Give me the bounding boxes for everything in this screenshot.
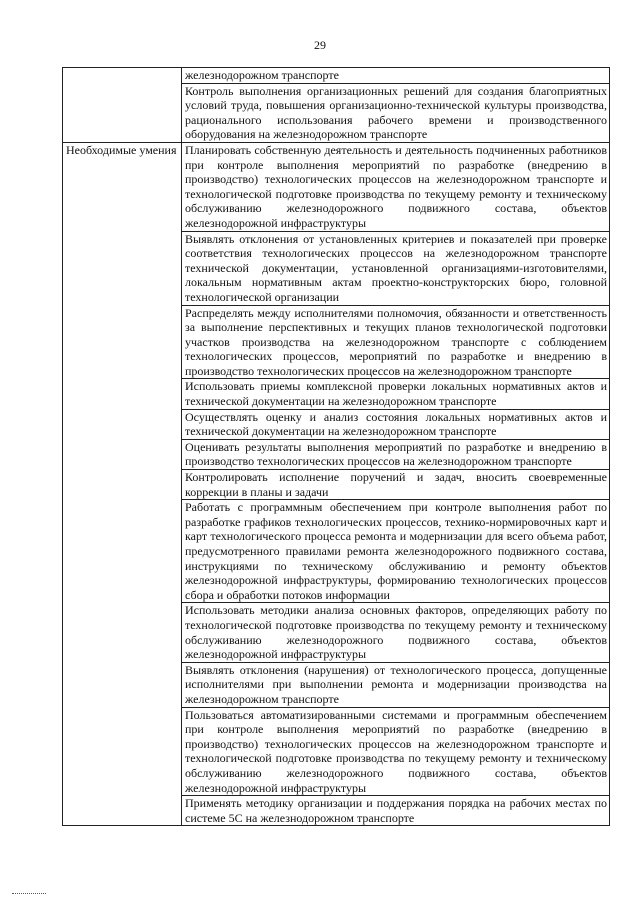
footer-divider <box>12 893 46 894</box>
table-row <box>63 142 610 231</box>
previous-section-label <box>63 68 182 143</box>
table-cell: Работать с программным обеспечением при контроле выполнения работ по разработке графиков технологических процессов, технико-нормировочных карт и карт технологического процесса ремонта и модернизации для всего объема работ, предусмотренного правилами ремонта железнодорожного подвижного состава, инструкциями по техническому обслуживанию и ремонту объектов железнодорожной инфраструктуры, формированию технологических процессов сбора и обработки потоков информации <box>182 500 610 603</box>
table-cell: Контролировать исполнение поручений и задач, вносить своевременные коррекции в планы и задачи <box>182 470 610 500</box>
table-cell: Применять методику организации и поддержания порядка на рабочих местах по системе 5С на железнодорожном транспорте <box>182 796 610 826</box>
page-number: 29 <box>314 38 326 52</box>
table-row <box>63 68 610 84</box>
table-cell: Осуществлять оценку и анализ состояния локальных нормативных актов и технической документации на железнодорожном транспорте <box>182 409 610 439</box>
table-cell: железнодорожном транспорте <box>182 68 610 84</box>
table-cell: Использовать приемы комплексной проверки локальных нормативных актов и технической документации на железнодорожном транспорте <box>182 379 610 409</box>
table-cell: Выявлять отклонения (нарушения) от технологического процесса, допущенные исполнителями при выполнении ремонта и модернизации производства на железнодорожном транспорте <box>182 662 610 707</box>
table-cell: Контроль выполнения организационных решений для создания благоприятных условий труда, повышения организационно-технической культуры производства, рационального использования рабочего времени и производственного оборудования на железнодорожном транспорте <box>182 83 610 142</box>
table-cell: Использовать методики анализа основных факторов, определяющих работу по технологической подготовке производства по текущему ремонту и техническому обслуживанию железнодорожного подвижного состава, объектов железнодорожной инфраструктуры <box>182 603 610 662</box>
table-cell: Оценивать результаты выполнения мероприятий по разработке и внедрению в производство технологических процессов на железнодорожном транспорте <box>182 439 610 469</box>
section-label-skills: Необходимые умения <box>63 142 182 825</box>
requirements-table <box>62 67 610 826</box>
table-cell: Распределять между исполнителями полномочия, обязанности и ответственность за выполнение перспективных и текущих планов технологической подготовки участков производства на железнодорожном транспорте с соблюдением технологических процессов, мероприятий по разработке и внедрению в производство технологических процессов на железнодорожном транспорте <box>182 305 610 379</box>
table-cell: Планировать собственную деятельность и деятельность подчиненных работников при контроле выполнения мероприятий по разработке (внедрению в производство) технологических процессов на железнодорожном транспорте и технологической подготовке производства по текущему ремонту и техническому обслуживанию железнодорожного подвижного состава, объектов железнодорожной инфраструктуры <box>182 142 610 231</box>
table-cell: Пользоваться автоматизированными системами и программным обеспечением при контроле выполнения мероприятий по разработке (внедрению в производство) технологических процессов на железнодорожном транспорте и технологической подготовке производства по текущему ремонту и техническому обслуживанию железнодорожного подвижного состава, объектов железнодорожной инфраструктуры <box>182 707 610 796</box>
table-cell: Выявлять отклонения от установленных критериев и показателей при проверке соответствия технологических процессов на железнодорожном транспорте технической документации, установленной организациями-изготовителями, локальным нормативным актам проектно-конструкторских бюро, головной технологической организации <box>182 231 610 305</box>
